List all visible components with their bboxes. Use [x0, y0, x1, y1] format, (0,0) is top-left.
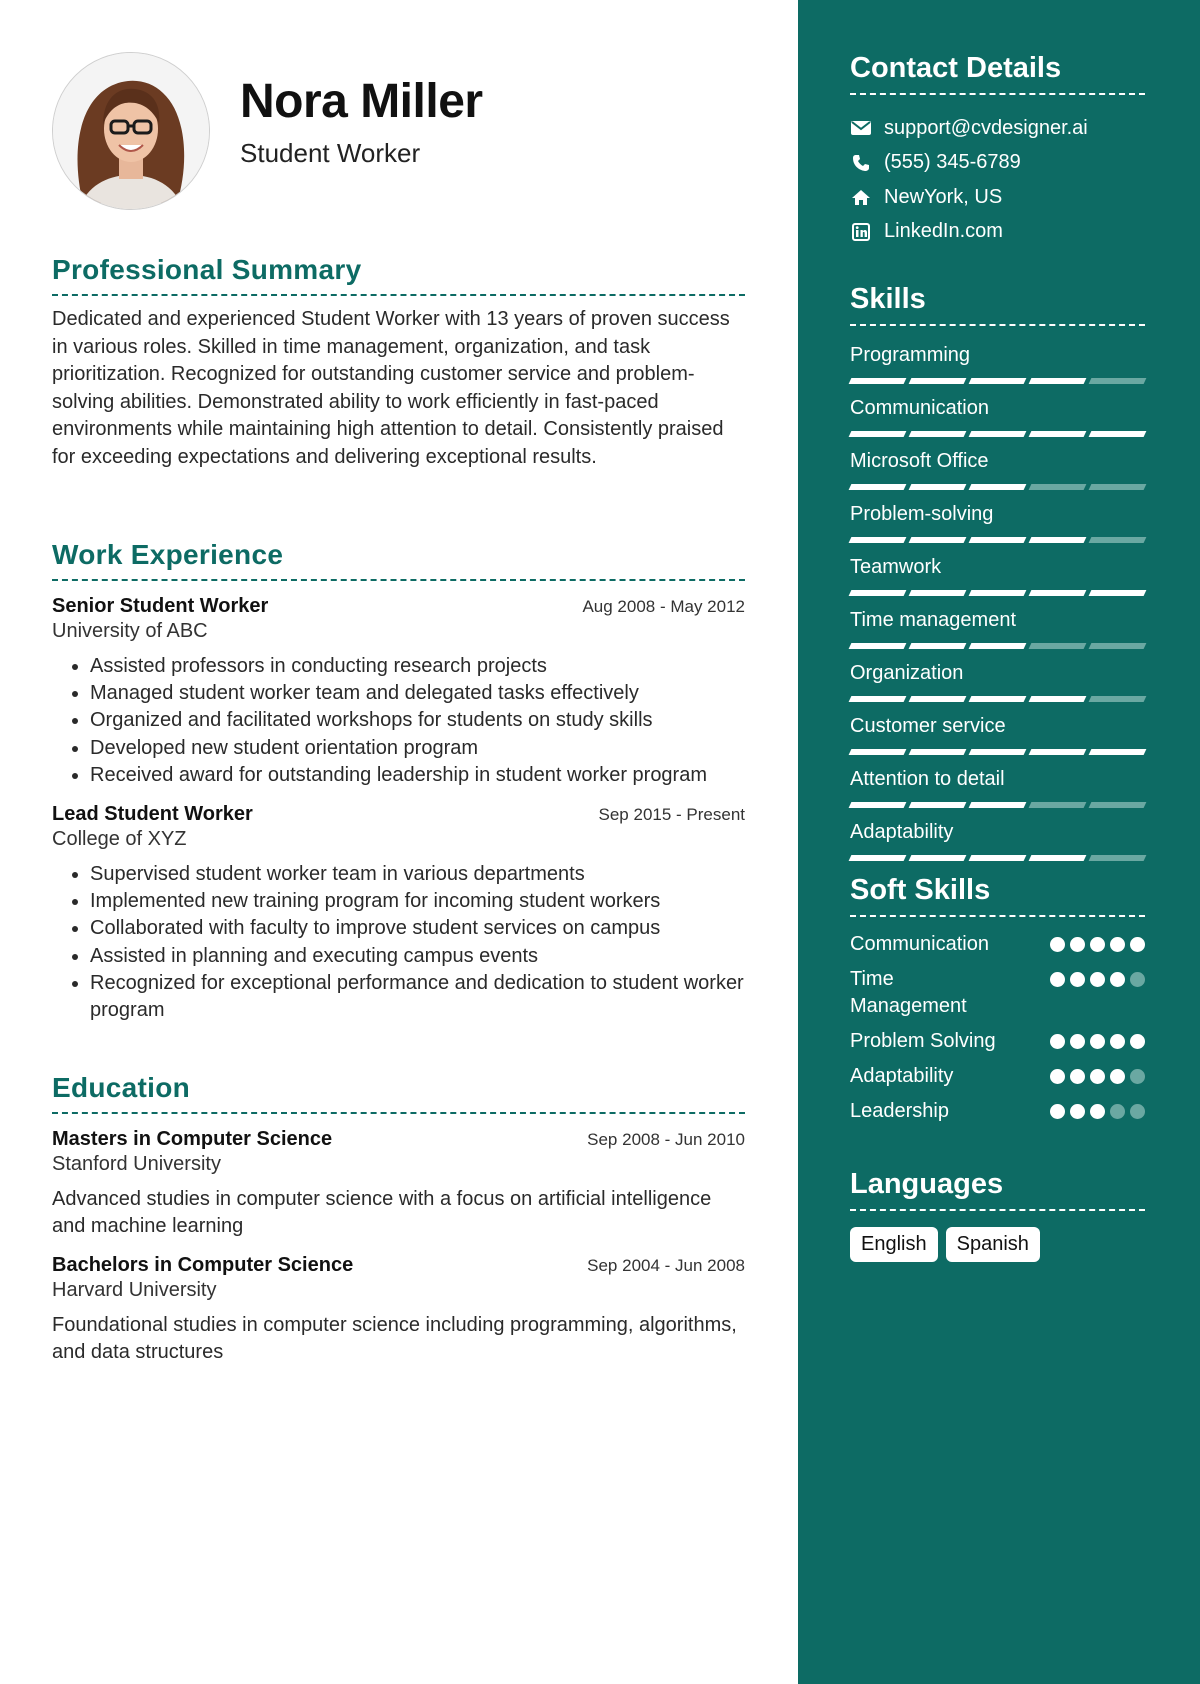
rating-dot [1130, 1034, 1145, 1049]
skill-level-bar [850, 855, 1145, 862]
skill-level-bar [850, 643, 1145, 650]
job-bullet: • Implemented new training program for incoming student workers [90, 888, 745, 915]
skill-level-segment [1029, 590, 1087, 596]
education-date: Sep 2008 - Jun 2010 [587, 1130, 745, 1149]
job-bullets [52, 861, 745, 1024]
rating-dot [1050, 1104, 1065, 1119]
education-description: Foundational studies in computer science including programming, algorithms, and data structures [52, 1314, 737, 1363]
rating-dot [1130, 1069, 1145, 1084]
job-bullets [52, 653, 745, 789]
degree-title: Bachelors in Computer Science [52, 1254, 354, 1276]
rating-dot [1070, 1104, 1085, 1119]
rating-dot [1070, 972, 1085, 987]
skill-level-segment [909, 537, 967, 543]
skill-level-segment [849, 484, 907, 490]
education-section [52, 1072, 745, 1366]
job-bullet: • Managed student worker team and delegated tasks effectively [90, 680, 745, 707]
skill-level-bar [850, 590, 1145, 597]
rating-dot [1090, 1069, 1105, 1084]
job-bullet: • Recognized for exceptional performance and dedication to student worker program [90, 970, 745, 1024]
skill-level-segment [909, 802, 967, 808]
skill-name: Microsoft Office [850, 450, 989, 472]
skill-level-bar [850, 537, 1145, 544]
soft-skill-rating [1050, 1069, 1145, 1084]
skill-level-segment [969, 749, 1027, 755]
home-icon [850, 187, 872, 207]
skill-level-segment [849, 855, 907, 861]
job-entry [52, 803, 745, 1024]
work-heading: Work Experience [52, 539, 745, 581]
soft-skills-heading: Soft Skills [850, 874, 1145, 917]
contact-phone-text: (555) 345-6789 [884, 151, 1021, 174]
skill-level-segment [1089, 802, 1147, 808]
rating-dot [1050, 1034, 1065, 1049]
skill-level-segment [849, 378, 907, 384]
contact-linkedin-text: LinkedIn.com [884, 220, 1003, 243]
skill-level-segment [849, 749, 907, 755]
skill-level-segment [1089, 590, 1147, 596]
skill-level-bar [850, 749, 1145, 756]
rating-dot [1130, 972, 1145, 987]
skill-level-segment [1089, 749, 1147, 755]
skill-level-segment [1029, 484, 1087, 490]
contact-section [850, 52, 1145, 249]
skill-level-segment [1089, 696, 1147, 702]
soft-skill-row [850, 1098, 1145, 1125]
skill-level-bar [850, 696, 1145, 703]
skill-level-bar [850, 484, 1145, 491]
rating-dot [1110, 1034, 1125, 1049]
soft-skill-rating [1050, 972, 1145, 987]
skill-level-segment [849, 643, 907, 649]
job-bullet: • Developed new student orientation program [90, 735, 745, 762]
work-section [52, 539, 745, 1024]
skill-name: Programming [850, 344, 971, 366]
rating-dot [1090, 1034, 1105, 1049]
rating-dot [1130, 1104, 1145, 1119]
skill-level-bar [850, 431, 1145, 438]
avatar-illustration [53, 53, 209, 209]
job-title: Senior Student Worker [52, 595, 269, 617]
skills-heading: Skills [850, 283, 1145, 326]
language-tag: English [850, 1227, 938, 1262]
job-bullet: • Supervised student worker team in various departments [90, 861, 745, 888]
soft-skill-name: Communication [850, 933, 989, 955]
contact-heading: Contact Details [850, 52, 1145, 95]
job-organization: College of XYZ [52, 828, 187, 851]
soft-skill-rating [1050, 937, 1145, 952]
job-bullet: • Received award for outstanding leadership in student worker program [90, 762, 745, 789]
rating-dot [1070, 1034, 1085, 1049]
job-title: Lead Student Worker [52, 803, 253, 826]
skill-level-segment [969, 696, 1027, 702]
skill-level-segment [849, 590, 907, 596]
education-date: Sep 2004 - Jun 2008 [587, 1256, 745, 1275]
skill-level-segment [849, 537, 907, 543]
summary-text: Dedicated and experienced Student Worker with 13 years of proven success in various roles. Skilled in time management, organization, and task prioritization. Recognized for outstanding customer service and problem-solving abilities. Demonstrated ability to work efficiently in fast-paced environments while maintaining high attention to detail. Consistently praised for exceeding expectations and delivering exceptional results. [52, 308, 730, 468]
skill-level-segment [1029, 696, 1087, 702]
skill-level-segment [1029, 802, 1087, 808]
rating-dot [1090, 972, 1105, 987]
soft-skill-row [850, 966, 1145, 1020]
languages-section [850, 1168, 1145, 1262]
skill-level-bar [850, 378, 1145, 385]
skill-level-segment [1029, 643, 1087, 649]
candidate-role: Student Worker [240, 138, 421, 168]
skill-level-segment [1029, 378, 1087, 384]
skill-level-bar [850, 802, 1145, 809]
rating-dot [1130, 937, 1145, 952]
languages-heading: Languages [850, 1168, 1145, 1211]
skill-level-segment [1089, 643, 1147, 649]
skill-level-segment [909, 696, 967, 702]
soft-skill-name: Leadership [850, 1100, 949, 1122]
skill-level-segment [1089, 484, 1147, 490]
candidate-name: Nora Miller [240, 75, 483, 128]
rating-dot [1070, 1069, 1085, 1084]
rating-dot [1110, 972, 1125, 987]
rating-dot [1110, 937, 1125, 952]
rating-dot [1090, 1104, 1105, 1119]
skill-level-segment [969, 431, 1027, 437]
envelope-icon [850, 118, 872, 138]
skill-level-segment [1089, 537, 1147, 543]
skill-name: Adaptability [850, 821, 954, 843]
skill-level-segment [969, 855, 1027, 861]
education-description: Advanced studies in computer science with a focus on artificial intelligence and machine learning [52, 1188, 712, 1237]
rating-dot [1070, 937, 1085, 952]
job-organization: University of ABC [52, 620, 208, 642]
skill-level-segment [1029, 855, 1087, 861]
skill-level-segment [849, 802, 907, 808]
soft-skill-row [850, 1063, 1145, 1090]
skill-level-segment [1029, 537, 1087, 543]
skill-level-segment [1089, 431, 1147, 437]
skill-level-segment [969, 537, 1027, 543]
rating-dot [1050, 972, 1065, 987]
skill-level-segment [969, 643, 1027, 649]
skill-name: Time management [850, 609, 1016, 631]
skill-level-segment [969, 590, 1027, 596]
summary-section [52, 254, 745, 471]
job-date: Aug 2008 - May 2012 [582, 597, 745, 616]
skill-level-segment [909, 378, 967, 384]
soft-skill-rating [1050, 1034, 1145, 1049]
soft-skill-row [850, 1028, 1145, 1055]
soft-skill-name: Time Management [850, 968, 967, 1017]
contact-phone[interactable] [850, 146, 1145, 181]
skill-name: Organization [850, 662, 964, 684]
job-date: Sep 2015 - Present [598, 805, 745, 825]
contact-location-text: NewYork, US [884, 185, 1003, 208]
summary-heading: Professional Summary [52, 254, 745, 296]
job-entry [52, 595, 745, 789]
job-bullet: • Assisted in planning and executing campus events [90, 943, 745, 970]
profile-photo [52, 52, 210, 210]
skill-level-segment [1029, 749, 1087, 755]
contact-location [850, 180, 1145, 215]
job-bullet: • Collaborated with faculty to improve student services on campus [90, 915, 745, 942]
skill-level-segment [1089, 378, 1147, 384]
soft-skill-name: Problem Solving [850, 1030, 996, 1052]
language-tag: Spanish [946, 1227, 1040, 1262]
skills-section [850, 283, 1145, 872]
skill-name: Problem-solving [850, 503, 994, 525]
skill-level-segment [849, 431, 907, 437]
rating-dot [1110, 1069, 1125, 1084]
soft-skills-list [850, 931, 1145, 1125]
linkedin-icon [850, 222, 872, 242]
school-name: Harvard University [52, 1279, 217, 1301]
education-entry [52, 1254, 745, 1366]
job-bullet: • Assisted professors in conducting research projects [90, 653, 745, 680]
skill-name: Customer service [850, 715, 1006, 737]
rating-dot [1090, 937, 1105, 952]
contact-email-text: support@cvdesigner.ai [884, 116, 1088, 139]
skill-level-segment [849, 696, 907, 702]
language-tags [850, 1227, 1145, 1262]
rating-dot [1050, 937, 1065, 952]
soft-skill-rating [1050, 1104, 1145, 1119]
skill-name: Attention to detail [850, 768, 1005, 790]
skill-level-segment [1029, 431, 1087, 437]
job-bullet: • Organized and facilitated workshops for students on study skills [90, 707, 745, 734]
education-heading: Education [52, 1072, 745, 1114]
phone-icon [850, 153, 872, 173]
skill-level-segment [909, 484, 967, 490]
skill-level-segment [969, 484, 1027, 490]
skill-level-segment [1089, 855, 1147, 861]
skill-level-segment [909, 643, 967, 649]
soft-skill-name: Adaptability [850, 1065, 954, 1087]
soft-skills-section [850, 874, 1145, 1133]
skill-level-segment [909, 590, 967, 596]
rating-dot [1050, 1069, 1065, 1084]
contact-linkedin[interactable] [850, 215, 1145, 250]
skill-level-segment [909, 855, 967, 861]
school-name: Stanford University [52, 1153, 221, 1175]
education-entry [52, 1128, 745, 1240]
skill-level-segment [909, 431, 967, 437]
soft-skill-row [850, 931, 1145, 958]
skill-name: Teamwork [850, 556, 942, 578]
skill-name: Communication [850, 397, 989, 419]
skill-level-segment [969, 378, 1027, 384]
skills-list [850, 342, 1145, 862]
sidebar [798, 0, 1200, 1684]
degree-title: Masters in Computer Science [52, 1128, 333, 1150]
skill-level-segment [909, 749, 967, 755]
rating-dot [1110, 1104, 1125, 1119]
skill-level-segment [969, 802, 1027, 808]
contact-email[interactable] [850, 111, 1145, 146]
